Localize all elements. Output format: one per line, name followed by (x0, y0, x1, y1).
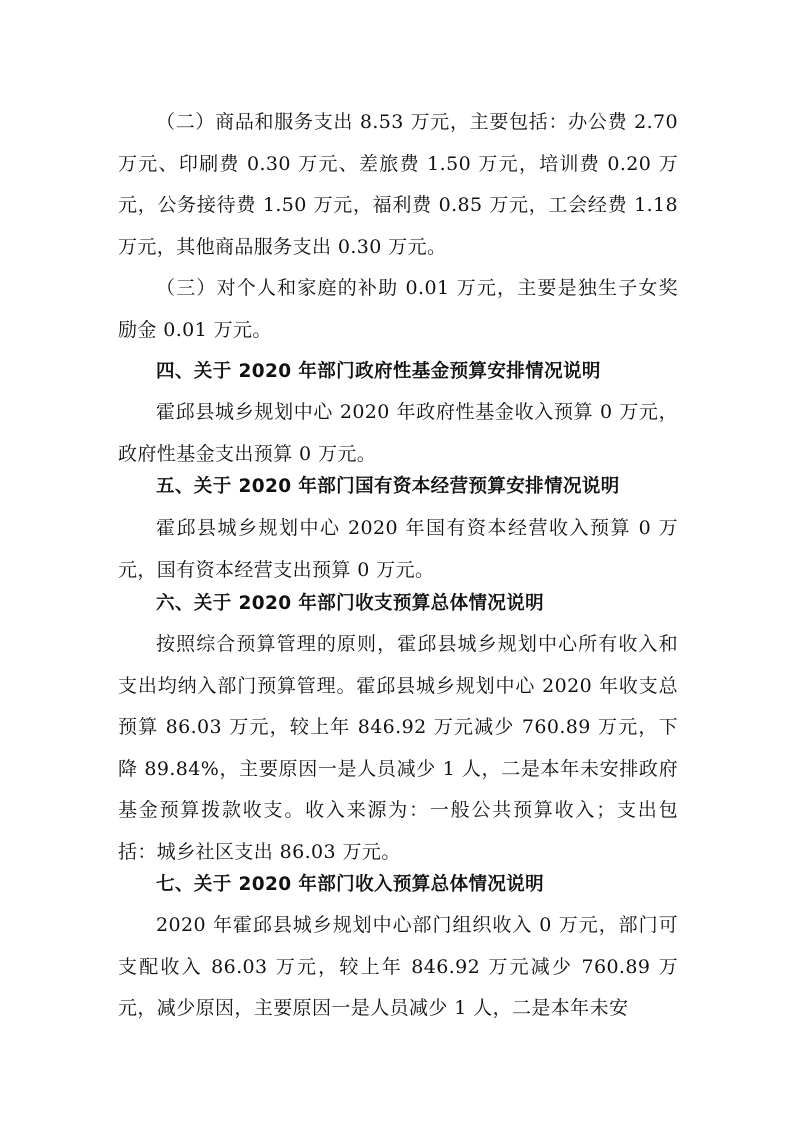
heading-gov-fund-budget: 四、关于 2020 年部门政府性基金预算安排情况说明 (156, 361, 601, 382)
heading-state-capital-budget: 五、关于 2020 年部门国有资本经营预算安排情况说明 (156, 476, 620, 497)
heading-income-budget: 七、关于 2020 年部门收入预算总体情况说明 (156, 874, 545, 895)
paragraph-state-capital-budget: 霍邱县城乡规划中心 2020 年国有资本经营收入预算 0 万元，国有资本经营支出预算 0 万元。 (118, 517, 678, 581)
paragraph-overall-budget: 按照综合预算管理的原则，霍邱县城乡规划中心所有收入和支出均纳入部门预算管理。霍邱县城乡规划中心 2020 年收支总预算 86.03 万元，较上年 846.92 万元减少 760.89 万元，下降 89.84%，主要原因一是人员减少 1 人，二是本年未安排政府基金预算拨款收支。收入来源为：一般公共预算收入；支出包括：城乡社区支出 86.03 万元。 (118, 633, 678, 863)
heading-overall-budget: 六、关于 2020 年部门收支预算总体情况说明 (156, 593, 545, 614)
paragraph-gov-fund-budget: 霍邱县城乡规划中心 2020 年政府性基金收入预算 0 万元，政府性基金支出预算 0 万元。 (118, 401, 678, 465)
paragraph-goods-services-expenditure: （二）商品和服务支出 8.53 万元，主要包括：办公费 2.70 万元、印刷费 0.30 万元、差旅费 1.50 万元，培训费 0.20 万元，公务接待费 1.50 万元，福利费 0.85 万元，工会经费 1.18 万元，其他商品服务支出 0.30 万元。 (118, 111, 678, 258)
paragraph-household-subsidies: （三）对个人和家庭的补助 0.01 万元，主要是独生子女奖励金 0.01 万元。 (118, 277, 678, 341)
paragraph-income-budget: 2020 年霍邱县城乡规划中心部门组织收入 0 万元，部门可支配收入 86.03 万元，较上年 846.92 万元减少 760.89 万元，减少原因，主要原因一是人员减少 1 人，二是本年未安 (118, 914, 678, 1020)
